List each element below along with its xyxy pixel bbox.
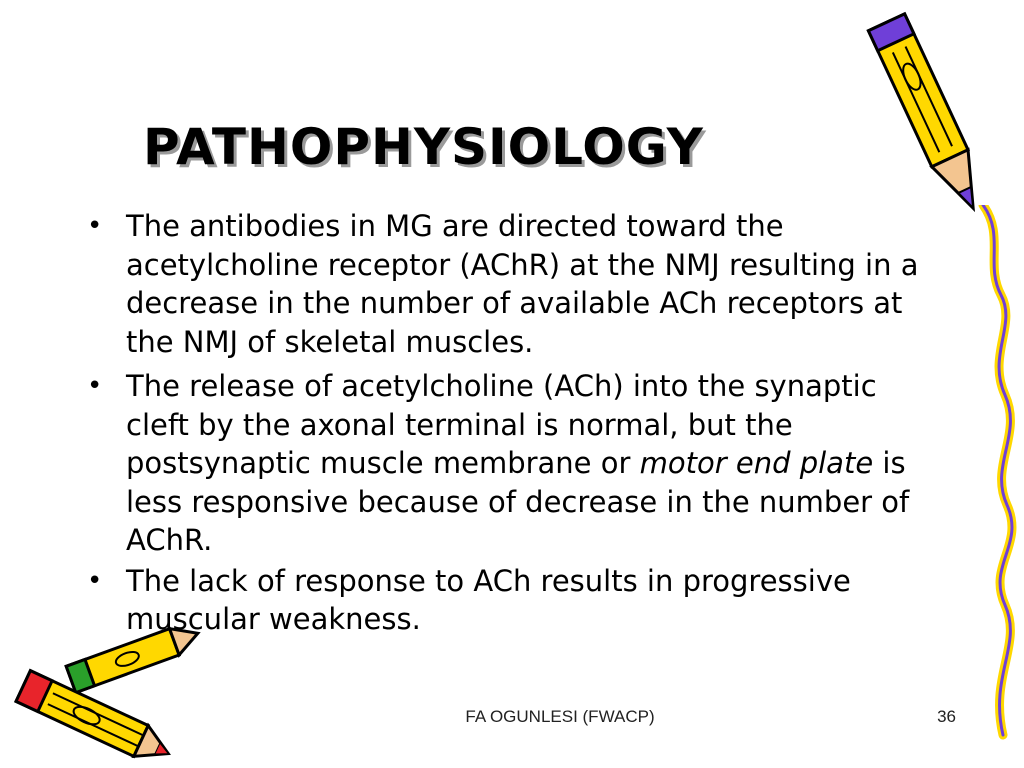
bullet-item (84, 562, 944, 639)
bullet-item (84, 367, 944, 560)
bullet-list (84, 207, 944, 645)
bullet-text: The lack of response to ACh results in progressive muscular weakness. (126, 563, 851, 636)
squiggle-line-icon (975, 205, 1024, 745)
slide-title: PATHOPHYSIOLOGY (143, 118, 704, 176)
bullet-text-continued: is less responsive because of decrease in the number of AChR. (126, 446, 910, 557)
bullet-item (84, 207, 944, 361)
bullet-text: The antibodies in MG are directed toward the acetylcholine receptor (AChR) at the NMJ resulting in a decrease in the number of available ACh receptors at the NMJ of skeletal muscles. (126, 209, 919, 359)
bullet-text: The release of acetylcholine (ACh) into the synaptic cleft by the axonal terminal is normal, but the postsynaptic muscle membrane or (126, 369, 877, 480)
footer-author: FA OGUNLESI (FWACP) (465, 707, 655, 726)
page-number: 36 (937, 707, 956, 726)
bullet-italic-text: motor end plate (639, 446, 874, 480)
